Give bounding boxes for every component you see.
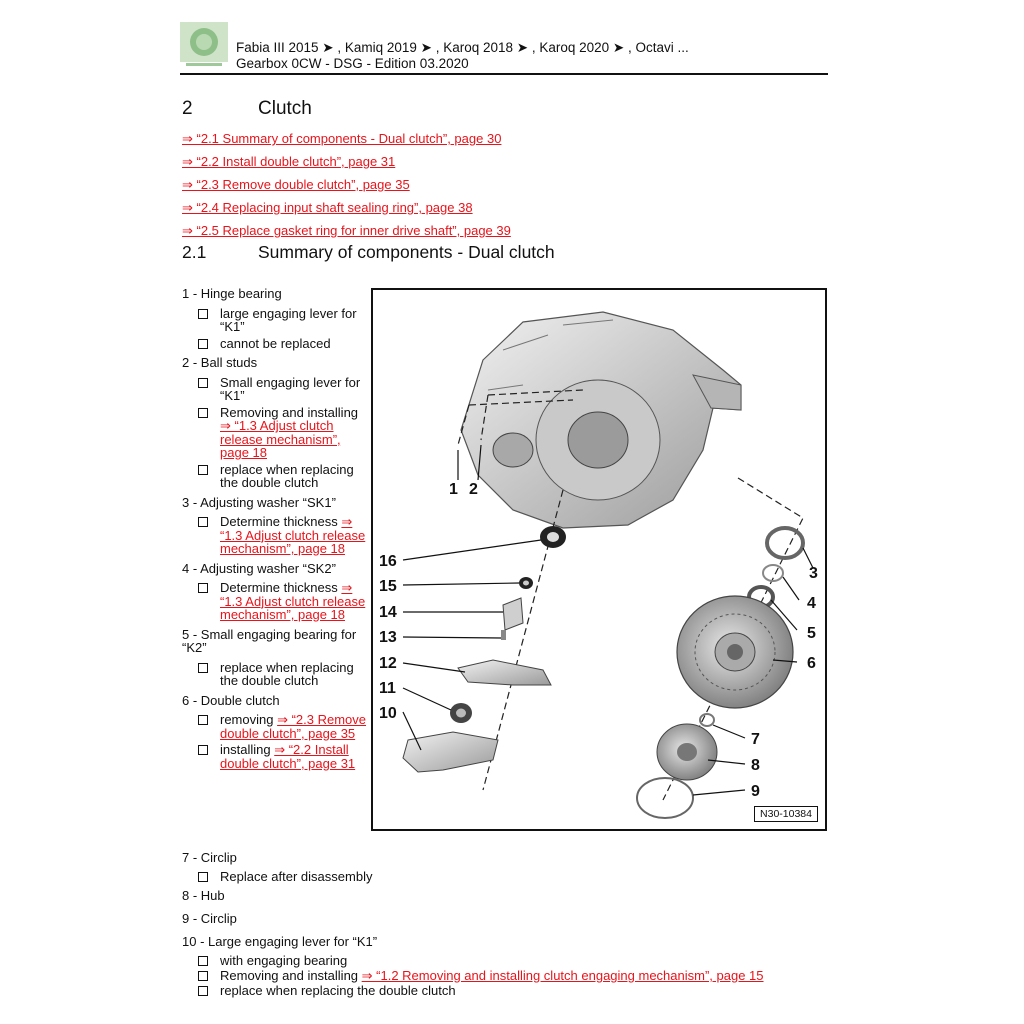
legend-item-4-note-a	[182, 581, 368, 622]
circlip-9	[637, 778, 693, 818]
link-adjust-clutch-release[interactable]: ⇒ “1.3 Adjust clutch release mechanism”, page 18	[220, 418, 341, 460]
legend-item-6-note-a	[182, 713, 368, 740]
callout-16: 16	[379, 553, 397, 570]
subsection-title: Summary of components - Dual clutch	[258, 242, 555, 262]
link-clutch-engaging-mechanism[interactable]: ⇒ “1.2 Removing and installing clutch engaging mechanism”, page 15	[361, 968, 764, 983]
callout-6: 6	[807, 655, 816, 672]
callout-7: 7	[751, 731, 760, 748]
brand-logo	[180, 22, 228, 68]
legend-item-8: 8 - Hub	[182, 888, 225, 903]
legend-item-10-note-a: with engaging bearing	[182, 954, 822, 968]
legend-text: Removing and installing	[220, 404, 359, 420]
section-heading	[182, 98, 312, 120]
legend-item-7-note-a: Replace after disassembly	[182, 870, 822, 884]
toc-link-2-4[interactable]: ⇒ “2.4 Replacing input shaft sealing ring”, page 38	[182, 200, 473, 215]
legend-item-10-note-c: replace when replacing the double clutch	[182, 984, 822, 998]
legend-item-5-note-a: replace when replacing the double clutch	[182, 661, 368, 688]
section-number: 2	[182, 98, 193, 119]
link-remove-double-clutch[interactable]: ⇒ “2.3 Remove double clutch”, page 35	[220, 712, 367, 741]
legend-item-4: 4 - Adjusting washer “SK2”	[182, 560, 336, 576]
exploded-diagram	[371, 288, 827, 831]
legend-item-2-note-a: Small engaging lever for “K1”	[182, 376, 368, 403]
callout-12: 12	[379, 655, 397, 672]
legend-text: Determine thickness	[220, 580, 338, 595]
diagram-drawing	[373, 290, 827, 831]
component-legend	[182, 287, 368, 776]
stud-13	[501, 630, 506, 640]
callout-14: 14	[379, 604, 397, 621]
legend-item-1: 1 - Hinge bearing	[182, 286, 282, 301]
legend-item-3: 3 - Adjusting washer “SK1”	[182, 494, 336, 510]
component-legend-continued	[182, 851, 822, 1003]
legend-text: Determine thickness	[220, 514, 338, 529]
callout-11: 11	[379, 680, 396, 697]
toc-link-2-5[interactable]: ⇒ “2.5 Replace gasket ring for inner drive shaft”, page 39	[182, 223, 511, 238]
callout-5: 5	[807, 625, 816, 642]
link-adjust-clutch-release[interactable]: ⇒ “1.3 Adjust clutch release mechanism”, page 18	[220, 580, 366, 622]
section-title: Clutch	[258, 98, 312, 119]
legend-text: installing	[220, 742, 271, 757]
callout-9: 9	[751, 783, 760, 800]
legend-item-3-note-a	[182, 515, 368, 556]
link-install-double-clutch[interactable]: ⇒ “2.2 Install double clutch”, page 31	[220, 742, 356, 771]
callout-15: 15	[379, 578, 397, 595]
callout-2: 2	[469, 481, 478, 498]
callout-1: 1	[449, 481, 458, 498]
toc-links	[182, 127, 511, 242]
legend-item-6-note-b	[182, 743, 368, 770]
callout-3: 3	[809, 565, 818, 582]
seal-ring-15	[519, 577, 533, 589]
callout-13: 13	[379, 629, 397, 646]
document-header	[236, 40, 689, 72]
legend-text: removing	[220, 712, 274, 727]
gearbox-housing	[461, 312, 741, 528]
toc-link-2-1[interactable]: ⇒ “2.1 Summary of components - Dual clutch”, page 30	[182, 131, 502, 146]
header-gearbox: Gearbox 0CW - DSG - Edition 03.2020	[236, 56, 469, 71]
header-models: Fabia III 2015 ➤ , Kamiq 2019 ➤ , Karoq 2018 ➤ , Karoq 2020 ➤ , Octavi ...	[236, 40, 689, 55]
legend-item-7: 7 - Circlip	[182, 850, 237, 865]
legend-item-6: 6 - Double clutch	[182, 692, 280, 708]
seal-ring-16	[540, 526, 566, 548]
legend-text: Removing and installing	[220, 968, 359, 983]
hub-8	[657, 724, 717, 780]
legend-item-10: 10 - Large engaging lever for “K1”	[182, 934, 378, 949]
legend-item-9: 9 - Circlip	[182, 911, 237, 926]
small-lever-12	[458, 660, 551, 685]
legend-item-5: 5 - Small engaging bearing for “K2”	[182, 626, 357, 655]
subsection-number: 2.1	[182, 242, 207, 262]
double-clutch-6	[677, 596, 793, 708]
toc-link-2-3[interactable]: ⇒ “2.3 Remove double clutch”, page 35	[182, 177, 410, 192]
toc-link-2-2[interactable]: ⇒ “2.2 Install double clutch”, page 31	[182, 154, 396, 169]
large-lever-10	[403, 732, 498, 772]
legend-item-2-note-b	[182, 406, 368, 460]
callout-4: 4	[807, 595, 816, 612]
bearing-11	[450, 703, 472, 723]
header-divider	[180, 73, 828, 75]
subsection-heading	[182, 242, 555, 263]
legend-item-2: 2 - Ball studs	[182, 355, 258, 370]
callout-8: 8	[751, 757, 760, 774]
legend-item-2-note-c: replace when replacing the double clutch	[182, 463, 368, 490]
link-adjust-clutch-release[interactable]: ⇒ “1.3 Adjust clutch release mechanism”, page 18	[220, 514, 366, 556]
bracket-14	[503, 598, 523, 630]
legend-item-10-note-b	[182, 969, 822, 983]
figure-code: N30-10384	[754, 806, 818, 822]
legend-item-1-note-b: cannot be replaced	[182, 337, 368, 351]
callout-10: 10	[379, 705, 397, 722]
legend-item-1-note-a: large engaging lever for “K1”	[182, 307, 368, 334]
